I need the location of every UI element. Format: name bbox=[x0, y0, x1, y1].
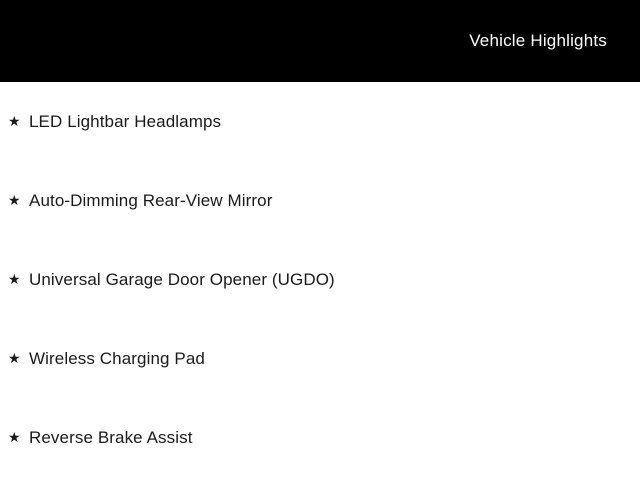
star-icon: ★ bbox=[8, 349, 21, 366]
list-item bbox=[0, 398, 640, 477]
list-item bbox=[0, 82, 640, 161]
list-item bbox=[0, 319, 640, 398]
highlight-label: Universal Garage Door Opener (UGDO) bbox=[29, 269, 335, 289]
highlight-label: Wireless Charging Pad bbox=[29, 348, 205, 368]
star-icon: ★ bbox=[8, 112, 21, 129]
star-icon: ★ bbox=[8, 191, 21, 208]
list-item bbox=[0, 161, 640, 240]
highlight-label: Auto-Dimming Rear-View Mirror bbox=[29, 190, 273, 210]
star-icon: ★ bbox=[8, 270, 21, 287]
page-title: Vehicle Highlights bbox=[469, 31, 607, 50]
highlight-label: LED Lightbar Headlamps bbox=[29, 111, 222, 131]
header-bar bbox=[0, 0, 640, 82]
star-icon: ★ bbox=[8, 428, 21, 445]
highlight-label: Reverse Brake Assist bbox=[29, 427, 193, 447]
highlight-list bbox=[0, 82, 640, 477]
list-item bbox=[0, 240, 640, 319]
